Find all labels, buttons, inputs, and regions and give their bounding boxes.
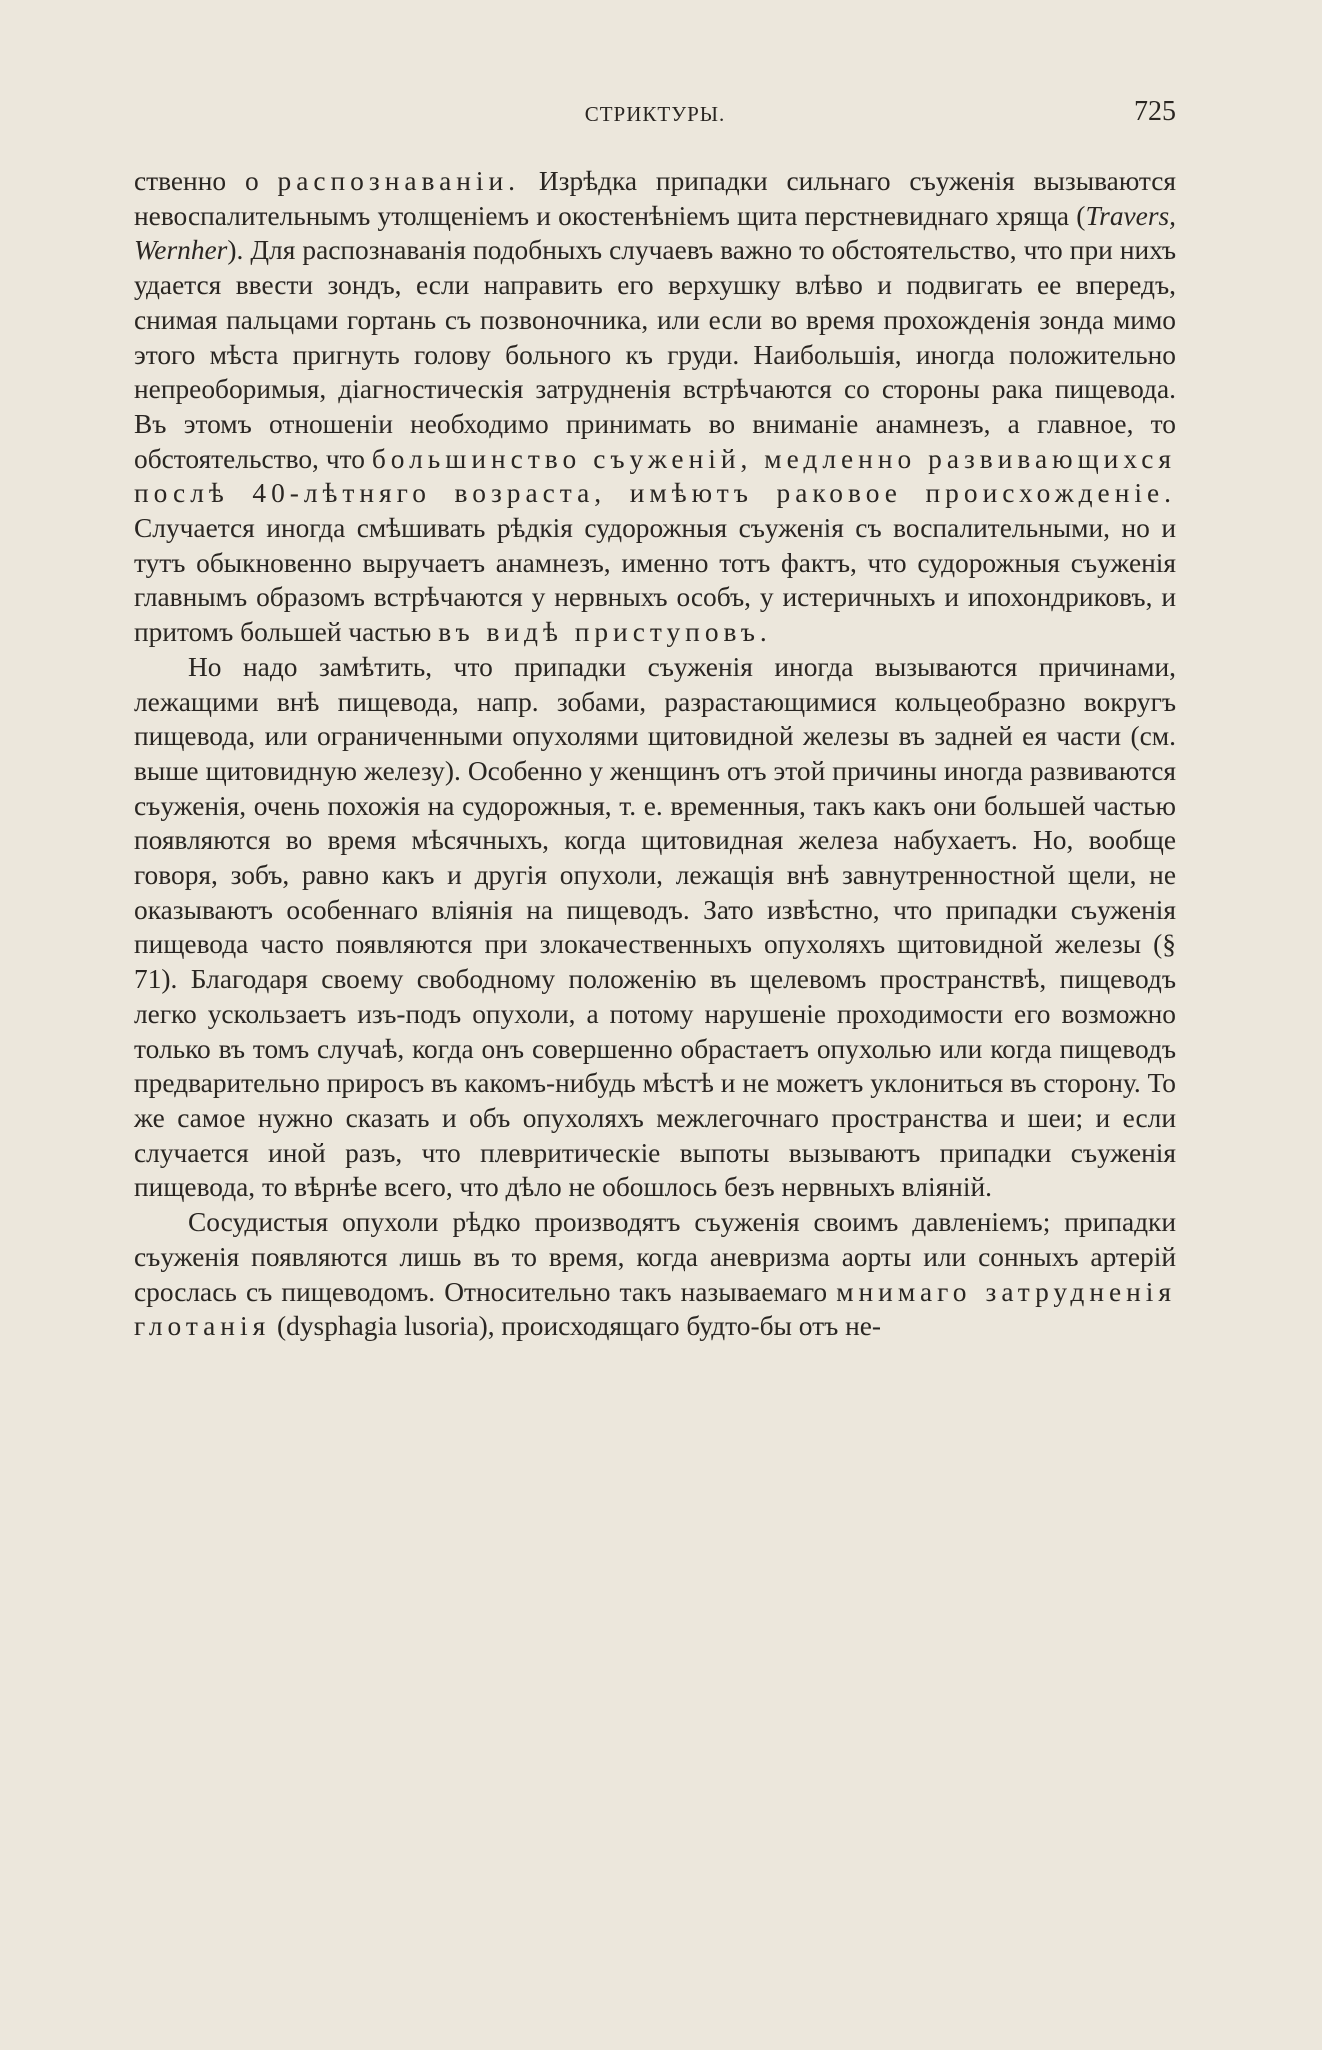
text-run: Сосудистыя опухоли рѣдко производятъ съуженія своимъ давленіемъ; припадки съуженія появляются лишь въ то время, когда аневризма аорты или сонныхъ артерій срослась съ пищеводомъ. Относительно такъ называемаго	[134, 1207, 1176, 1307]
text-run: Изрѣдка припадки сильнаго съуженія вызываются невоспалительнымъ утолщеніемъ и окостенѣніемъ щита перстневиднаго хряща (	[134, 166, 1176, 231]
text-run: (dysphagia lusoria), происходящаго будто-бы отъ не-	[270, 1311, 882, 1342]
body-text	[134, 164, 1176, 1344]
paragraph-1	[134, 164, 1176, 650]
spaced-emphasis: большинство съуженій, медленно развивающихся послѣ 40-лѣтняго возраста, имѣютъ раковое происхожденіе.	[134, 443, 1176, 509]
spaced-emphasis: мнимаго затрудненія глотанія	[134, 1276, 1176, 1342]
spaced-emphasis: распознаваніи.	[277, 166, 521, 196]
text-run: ственно о	[134, 166, 278, 196]
running-title: СТРИКТУРЫ.	[584, 102, 726, 126]
text-run: Но надо замѣтить, что припадки съуженія иногда вызываются причинами, лежащими внѣ пищевода, напр. зобами, разрастающимися кольцеобразно вокругъ пищевода, или ограниченными опухолями щитовидной железы въ задней ея части (см. выше щитовидную железу). Особенно у женщинъ отъ этой причины иногда развиваются съуженія, очень похожія на судорожныя, т. е. временныя, такъ какъ они большей частью появляются во время мѣсячныхъ, когда щитовидная железа набухаетъ. Но, вообще говоря, зобъ, равно какъ и другія опухоли, лежащія внѣ завнутренностной щели, не оказываютъ особеннаго вліянія на пищеводъ. Зато извѣстно, что припадки съуженія пищевода часто появляются при злокачественныхъ опухоляхъ щитовидной железы (§ 71). Благодаря своему свободному положенію въ щелевомъ пространствѣ, пищеводъ легко ускользаетъ изъ-подъ опухоли, а потому нарушеніе проходимости его возможно только въ томъ случаѣ, когда онъ совершенно обрастаетъ опухолью или когда пищеводъ предварительно приросъ въ какомъ-нибудь мѣстѣ и не можетъ уклониться въ сторону. То же самое нужно сказать и объ опухоляхъ межлегочнаго пространства и шеи; и если случается иной разъ, что плевритическіе выпоты вызываютъ припадки съуженія пищевода, то вѣрнѣе всего, что дѣло не обошлось безъ нервныхъ вліяній.	[134, 651, 1176, 1203]
text-run: Случается иногда смѣшивать рѣдкія судорожныя съуженія съ воспалительными, но и тутъ обыкновенно выручаетъ анамнезъ, именно тотъ фактъ, что судорожныя съуженія главнымъ образомъ встрѣчаются у нервныхъ особъ, у истеричныхъ и ипохондриковъ, и притомъ большей частью	[134, 513, 1176, 648]
page-header	[134, 96, 1176, 136]
page-number: 725	[1134, 96, 1176, 127]
text-run: ). Для распознаванія подобныхъ случаевъ важно то обстоятельство, что при нихъ удается ввести зондъ, если направить его верхушку влѣво и подвигать ее впередъ, снимая пальцами гортань съ позвоночника, или если во время прохожденія зонда мимо этого мѣста пригнуть голову больного къ груди. Наибольшія, иногда положительно непреоборимыя, діагностическія затрудненія встрѣчаются со стороны рака пищевода. Въ этомъ отношеніи необходимо принимать во вниманіе анамнезъ, а главное, то обстоятельство, что	[134, 235, 1176, 474]
paragraph-3	[134, 1205, 1176, 1344]
spaced-emphasis: въ видѣ приступовъ.	[438, 617, 772, 648]
paragraph-2	[134, 650, 1176, 1205]
italic-text: Travers, Wernher	[134, 200, 1176, 266]
